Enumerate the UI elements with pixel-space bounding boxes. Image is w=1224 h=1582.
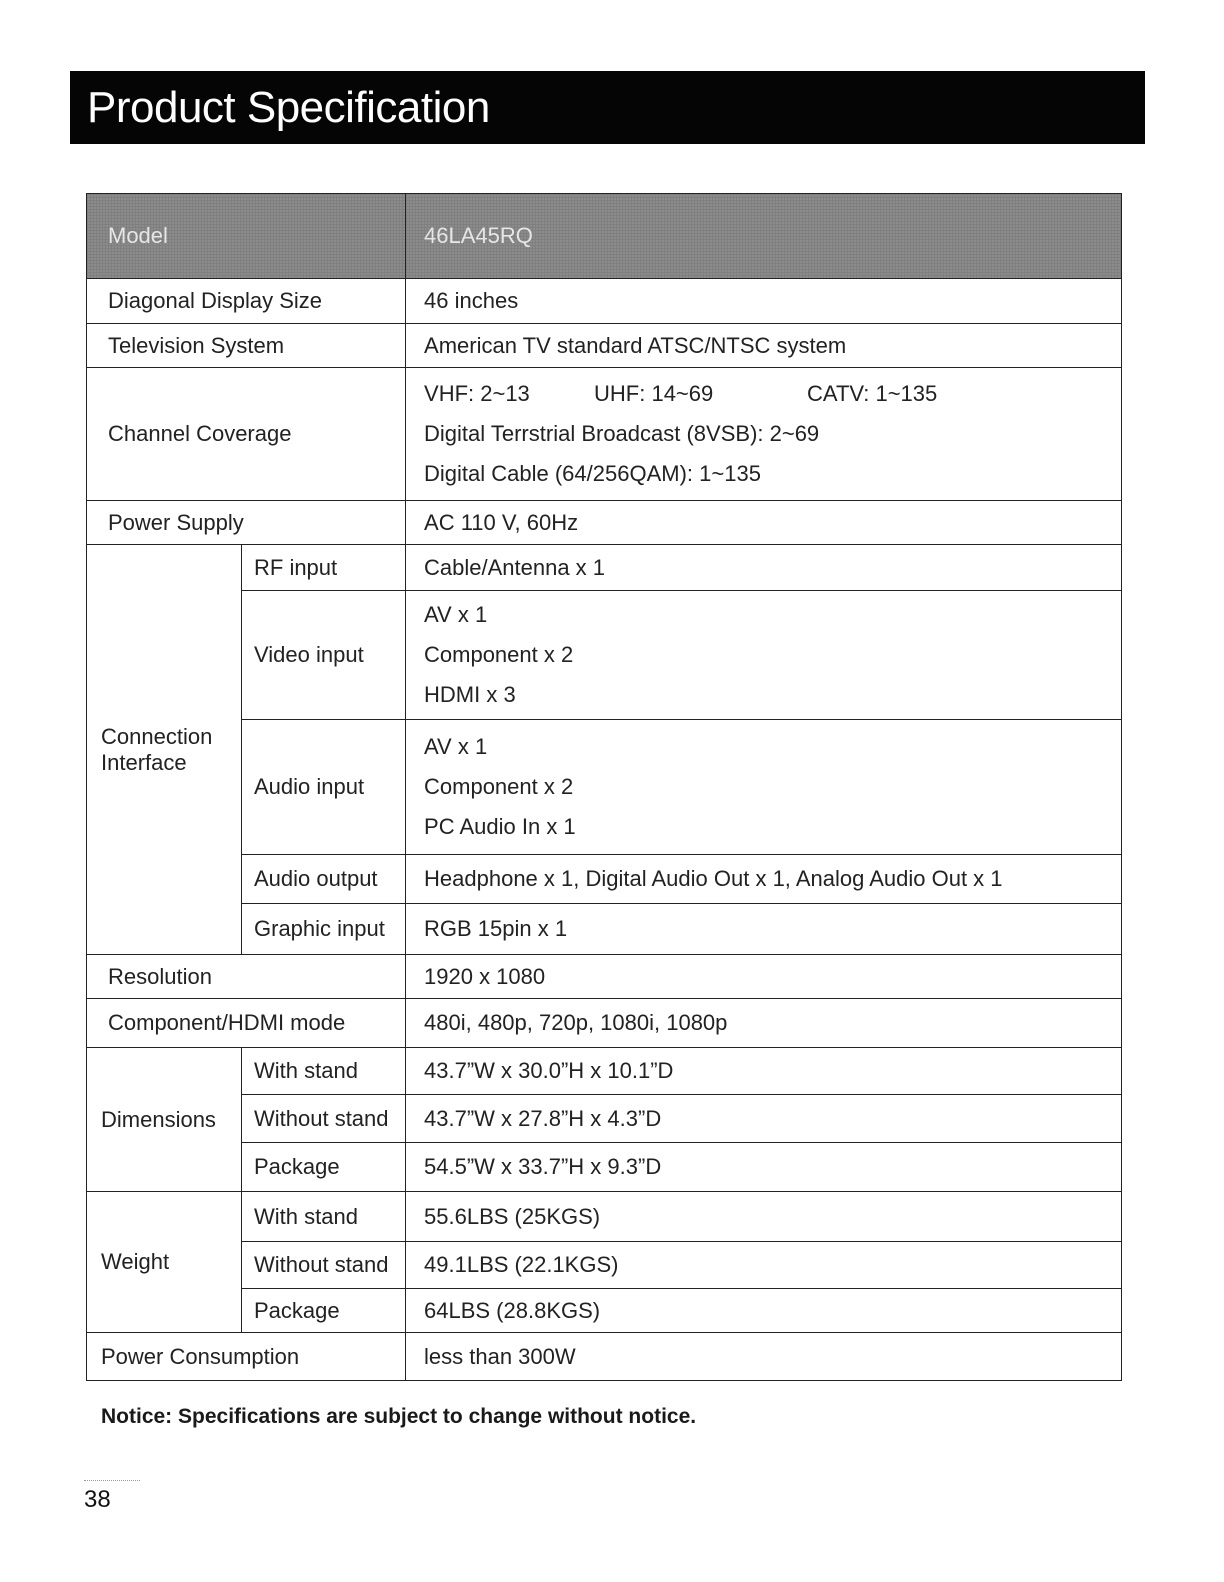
dim-without-stand-label: Without stand (242, 1095, 406, 1143)
dim-package-label: Package (242, 1143, 406, 1192)
video-input-item: AV x 1 (424, 602, 488, 627)
tv-system-label: Television System (87, 324, 406, 368)
table-row (87, 324, 1122, 368)
tv-system-value: American TV standard ATSC/NTSC system (406, 324, 1122, 368)
catv-range: CATV: 1~135 (807, 381, 938, 406)
digital-cable: Digital Cable (64/256QAM): 1~135 (424, 461, 761, 486)
dim-with-stand-value: 43.7”W x 30.0”H x 10.1”D (406, 1048, 1122, 1095)
table-row (87, 591, 1122, 720)
video-input-item: HDMI x 3 (424, 682, 516, 707)
title-bar (70, 71, 1145, 144)
table-row (87, 1048, 1122, 1095)
spec-table (86, 193, 1122, 1381)
uhf-range: UHF: 14~69 (594, 381, 714, 406)
digital-terrestrial: Digital Terrstrial Broadcast (8VSB): 2~69 (424, 421, 820, 446)
connection-label (87, 545, 242, 955)
diagonal-label: Diagonal Display Size (87, 279, 406, 324)
connection-label-line2: Interface (101, 749, 187, 775)
channel-value (406, 368, 1122, 501)
footer-rule (84, 1480, 140, 1481)
video-input-label: Video input (242, 591, 406, 720)
wt-package-label: Package (242, 1289, 406, 1333)
resolution-label: Resolution (87, 955, 406, 999)
rf-input-label: RF input (242, 545, 406, 591)
resolution-value: 1920 x 1080 (406, 955, 1122, 999)
page-title: Product Specification (87, 83, 490, 132)
audio-input-label: Audio input (242, 720, 406, 855)
power-consumption-value: less than 300W (406, 1333, 1122, 1381)
model-label: Model (87, 194, 406, 279)
component-mode-label: Component/HDMI mode (87, 999, 406, 1048)
table-row (87, 368, 1122, 501)
vhf-range: VHF: 2~13 (424, 381, 530, 406)
table-row (87, 1095, 1122, 1143)
page-number: 38 (84, 1486, 111, 1513)
table-row (87, 279, 1122, 324)
table-row (87, 1333, 1122, 1381)
power-supply-value: AC 110 V, 60Hz (406, 501, 1122, 545)
table-row (87, 545, 1122, 591)
dimensions-label: Dimensions (87, 1048, 242, 1192)
rf-input-value: Cable/Antenna x 1 (406, 545, 1122, 591)
notice-text: Notice: Specifications are subject to change without notice. (101, 1405, 697, 1428)
wt-without-stand-value: 49.1LBS (22.1KGS) (406, 1242, 1122, 1289)
wt-without-stand-label: Without stand (242, 1242, 406, 1289)
connection-label-line1: Connection (101, 723, 213, 749)
dim-with-stand-label: With stand (242, 1048, 406, 1095)
audio-output-value: Headphone x 1, Digital Audio Out x 1, Analog Audio Out x 1 (406, 855, 1122, 904)
table-header-row (87, 194, 1122, 279)
video-input-item: Component x 2 (424, 642, 574, 667)
video-input-value (406, 591, 1122, 720)
power-supply-label: Power Supply (87, 501, 406, 545)
dim-package-value: 54.5”W x 33.7”H x 9.3”D (406, 1143, 1122, 1192)
component-mode-value: 480i, 480p, 720p, 1080i, 1080p (406, 999, 1122, 1048)
audio-input-item: PC Audio In x 1 (424, 814, 576, 839)
power-consumption-label: Power Consumption (87, 1333, 406, 1381)
table-row (87, 1289, 1122, 1333)
dim-without-stand-value: 43.7”W x 27.8”H x 4.3”D (406, 1095, 1122, 1143)
table-row (87, 720, 1122, 855)
model-value: 46LA45RQ (406, 194, 1122, 279)
table-row (87, 999, 1122, 1048)
table-row (87, 904, 1122, 955)
audio-input-item: Component x 2 (424, 774, 574, 799)
weight-label: Weight (87, 1192, 242, 1333)
audio-input-item: AV x 1 (424, 734, 488, 759)
table-row (87, 955, 1122, 999)
audio-input-value (406, 720, 1122, 855)
wt-with-stand-value: 55.6LBS (25KGS) (406, 1192, 1122, 1242)
graphic-input-label: Graphic input (242, 904, 406, 955)
table-row (87, 501, 1122, 545)
audio-output-label: Audio output (242, 855, 406, 904)
wt-with-stand-label: With stand (242, 1192, 406, 1242)
diagonal-value: 46 inches (406, 279, 1122, 324)
graphic-input-value: RGB 15pin x 1 (406, 904, 1122, 955)
wt-package-value: 64LBS (28.8KGS) (406, 1289, 1122, 1333)
table-row (87, 1192, 1122, 1242)
analog-channels (424, 374, 1121, 414)
channel-label: Channel Coverage (87, 368, 406, 501)
table-row (87, 1242, 1122, 1289)
table-row (87, 855, 1122, 904)
table-row (87, 1143, 1122, 1192)
